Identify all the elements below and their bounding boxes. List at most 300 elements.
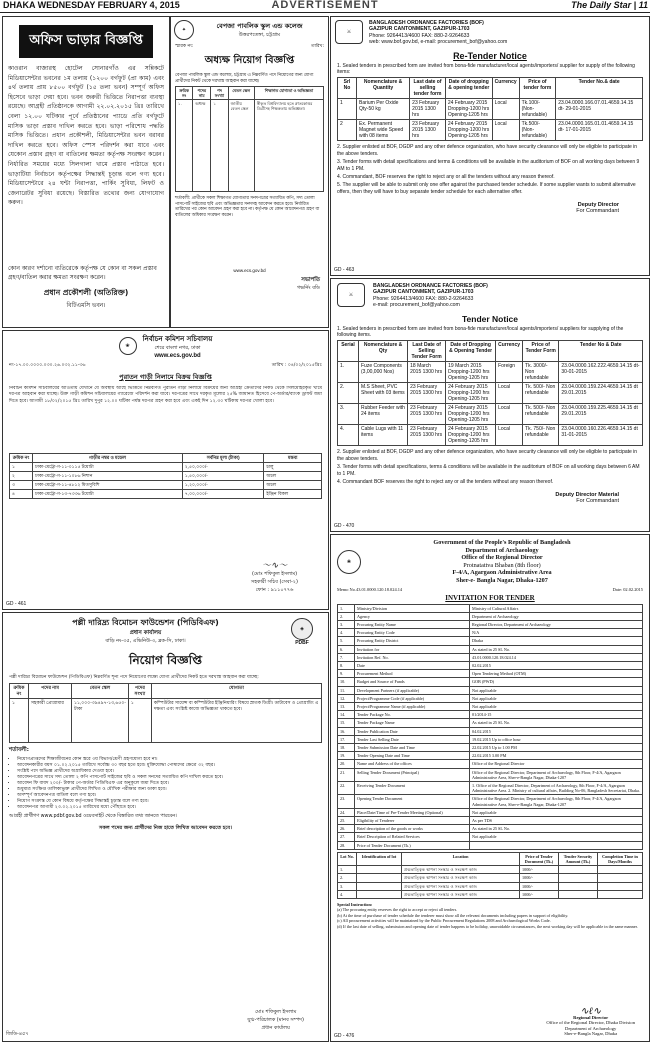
bof-org-web: web: www.bof.gov.bd, e-mail: procurement_bof@yahoo.com <box>369 39 508 46</box>
arch-row-label: Receiving Tender Document <box>355 782 470 795</box>
tender-td: 23 February 2015 1300 hrs <box>408 383 446 404</box>
tender-td: Cable Lugs with 11 items <box>359 425 408 446</box>
archaeology-tender-ad <box>330 534 650 1042</box>
ec-td: ৭,০০,০০০/- <box>182 490 264 499</box>
school-td: ১ <box>211 100 228 192</box>
arch-table-row <box>338 825 643 833</box>
arch-row-num: 8. <box>338 661 355 669</box>
tender-td: 19 March 2015 Dropping-1200 hrs Opening-1205 hrs <box>446 362 496 383</box>
arch-row-value: 22.02.2015 3.00 PM <box>470 752 643 760</box>
pdbf-term: • আবেদনপত্র আগামী ২৩.০২.২০১৫ তারিখের মধ্যে পৌঁছাতে হবে। <box>17 805 322 811</box>
arch-row-label: Selling Tender Document (Principal) <box>355 768 470 781</box>
ec-memo: নং-১৭.০০.০০০০.০৩০.২৬.০৩২.১১-৩৬ <box>9 363 86 368</box>
bof-emblem-icon: ⚔ <box>337 283 365 307</box>
arch-row-label: Tender Package No. <box>355 711 470 719</box>
arch-table-row <box>338 686 643 694</box>
school-signer: সভাপতি <box>301 277 320 284</box>
arch-row-label: Date <box>355 661 470 669</box>
arch-row-label: Place/Date/Time of Pre-Tender Meeting (Optional) <box>355 808 470 816</box>
arch-row-value: 01/2014-15 <box>470 711 643 719</box>
ec-td: ঢাকা-মেট্রো-গ-১১-৪৮১২ মিতসুবিশি <box>33 481 183 490</box>
retender-intro: 1. Sealed tenders in prescribed form are invited from bona-fide manufacturer/local agents/importers/ supplier for supply of the following items: <box>337 62 635 76</box>
arch-special-item: (c) All procurement activities will be maintained by the Public Procurement Regulations 2008 and Archaeological Works Code. <box>337 918 551 924</box>
arch-row-value: 1. Office of the Regional Director, Department of Archaeology, 8th Floor, F-4/A, Agargaon Administrative Area. 2. Ministry of cultural affairs, Building No-06, Bangladesh Secretariat, Dhaka. <box>470 782 643 795</box>
retender-th: Srl No <box>338 78 357 99</box>
retender-td: Tk.500/- (Non-refundable) <box>519 120 556 141</box>
tender-td: Rubber Feeder with 24 items <box>359 404 408 425</box>
pdbf-footer-note: সকল পদের জন্য প্রার্থীদের নিজ হাতে লিখিত আবেদন করতে হবে। <box>99 825 232 832</box>
arch-lot-td: 1000/- <box>520 874 559 882</box>
tender-th: Last Date of Selling Tender Form <box>408 341 446 362</box>
pdbf-th: পদের নাম <box>29 684 72 699</box>
ec-signer-title: সহকারী সচিব (সেবা-২) <box>251 579 298 585</box>
arch-table-row <box>338 703 643 711</box>
arch-table-row <box>338 782 643 795</box>
arch-table-row <box>338 768 643 781</box>
arch-lot-td: 1000/- <box>520 890 559 898</box>
arch-special-item: (a) The procuring entity reserves the right to accept or reject all tenders. <box>337 907 458 913</box>
bd-gov-emblem-icon: ❀ <box>337 550 361 574</box>
ec-th: মন্তব্য <box>264 454 322 463</box>
arch-row-num: 6. <box>338 645 355 653</box>
pdbf-gd: জিডি-৪৫৭ <box>6 1031 29 1037</box>
arch-row-num: 22. <box>338 782 355 795</box>
arch-addr1: F-4/A, Agargaon Administrative Area <box>452 569 552 577</box>
ec-web[interactable]: www.ecs.gov.bd <box>154 353 201 359</box>
pdbf-term: • সংশ্লিষ্ট পদে অভিজ্ঞ প্রার্থীদের অগ্রাধিকার দেওয়া হবে। <box>17 769 322 775</box>
school-ref: স্মারক নং: <box>175 44 194 49</box>
arch-lot-td <box>357 866 402 874</box>
arch-row-num: 27. <box>338 833 355 841</box>
arch-lot-td: 1000/- <box>520 882 559 890</box>
arch-table-row <box>338 711 643 719</box>
pdbf-term: • আবেদন ফি বাবদ ২০০/- টাকার পে-অর্ডার পিডিবিএফ এর অনুকূলে জমা দিতে হবে। <box>17 781 322 787</box>
retender-td: Local <box>492 99 519 120</box>
arch-row-value: N/A <box>470 629 643 637</box>
arch-row-label: Procuring Entity Name <box>355 620 470 628</box>
tender-td: 23.04.0000.160.226.4659.14.15 dt 31-01-2015 <box>559 425 643 446</box>
arch-table-row <box>338 808 643 816</box>
arch-table-row <box>338 752 643 760</box>
retender-th: Last date of selling tender form <box>410 78 446 99</box>
arch-lot-td <box>598 890 643 898</box>
arch-row-num: 13. <box>338 703 355 711</box>
tender-td: 18 March 2015 1300 hrs <box>408 362 446 383</box>
arch-row-num: 18. <box>338 744 355 752</box>
arch-row-label: Brief Description of Related Services <box>355 833 470 841</box>
school-address: উত্তরপতেঙ্গা, চট্টগ্রাম <box>238 31 281 38</box>
retender-title: Re-Tender Notice <box>453 50 527 61</box>
arch-row-value: 22.02.2015 Up to 1.00 PM <box>470 744 643 752</box>
arch-lot-th: Completion Time in Days/Months <box>598 852 643 865</box>
retender-signer: Deputy Director <box>577 202 619 209</box>
arch-row-num: 24. <box>338 808 355 816</box>
arch-lot-td <box>559 882 598 890</box>
tender-th: Price of Tender Form <box>523 341 559 362</box>
school-td: অধ্যক্ষ <box>193 100 211 192</box>
retender-td: Local <box>492 120 519 141</box>
ec-td: ১ <box>10 463 33 472</box>
arch-lot-td <box>598 874 643 882</box>
arch-table-row <box>338 694 643 702</box>
tender-td: 1. <box>338 362 359 383</box>
arch-row-num: 2. <box>338 612 355 620</box>
arch-dept: Department of Archaeology <box>465 546 539 554</box>
arch-lot-table <box>337 852 643 899</box>
retender-td: 23.04.0000.165.01.01.4659.14.15 dt- 17-01-2015 <box>556 120 643 141</box>
pdbf-td: ১ <box>10 699 29 743</box>
ec-addr: শেরে বাংলা নগর, ঢাকা <box>154 345 201 351</box>
arch-row-num: 20. <box>338 760 355 768</box>
arch-addr2: Sher-e- Bangla Nagar, Dhaka-1207 <box>456 576 548 584</box>
office-rent-signer: প্রধান প্রকৌশলী (অতিরিক্ত) <box>43 288 129 297</box>
arch-table-row <box>338 735 643 743</box>
bof-emblem-icon: ⚔ <box>335 20 363 44</box>
arch-table-row <box>338 620 643 628</box>
retender-td: 23 February 2015 1300 hrs <box>410 99 446 120</box>
arch-row-num: 7. <box>338 653 355 661</box>
pdbf-logo-icon: ◈ <box>291 618 313 640</box>
tender-td: 24 February 2015 Dropping-1200 hrs Opening-1205 hrs <box>446 404 496 425</box>
retender-p3: 3. Tender forms with detail specifications and terms & conditions will be available in the auditorium of BOF on all working days between 9 AM to 1 PM. <box>337 159 640 172</box>
tender-td: 23.04.0000.162.222.4659.14.15 dt- 30-01-2015 <box>559 362 643 383</box>
tender-td: Tk. 3000/- Non refundable <box>523 362 559 383</box>
school-name: বেপজা পাবলিক স্কুল এন্ড কলেজ <box>216 21 303 30</box>
tender-td: Local <box>496 425 523 446</box>
tender-th: Date of Dropping & Opening Tender <box>446 341 496 362</box>
arch-signer: Regional Director <box>573 1014 609 1020</box>
tender-td: 23 February 2015 1300 hrs <box>408 404 446 425</box>
ec-td: ১,২০,০০০/- <box>182 481 264 490</box>
arch-table-row <box>338 833 643 841</box>
pdbf-signer: মোঃ শফিকুল ইসলাম <box>255 1009 297 1015</box>
arch-row-num: 10. <box>338 678 355 686</box>
ec-td: চালু <box>264 463 322 472</box>
tender-signer: Deputy Director Material <box>555 492 619 499</box>
retender-p2: 2. Supplier enlisted at BOF, DGDP and any other defence organization, who have security clearance will only be eligible to participate in the above tenders. <box>337 144 638 157</box>
arch-row-num: 28. <box>338 841 355 849</box>
pdbf-sub: প্রধান কার্যালয় <box>129 630 162 636</box>
ec-td: ২ <box>10 472 33 481</box>
school-title: অধ্যক্ষ নিয়োগ বিজ্ঞপ্তি <box>204 55 295 66</box>
tender-td: 23 February 2015 1300 hrs <box>408 425 446 446</box>
school-th: বেতন স্কেল <box>228 87 254 100</box>
tender-td: 2. <box>338 383 359 404</box>
arch-table-row <box>338 719 643 727</box>
retender-td: Ex. Permanent Magnet wide Speed with 08 items <box>357 120 410 141</box>
ec-td: অচল <box>264 481 322 490</box>
tender-td: Local <box>496 383 523 404</box>
arch-lot-td <box>357 890 402 898</box>
arch-table-row <box>338 817 643 825</box>
pdbf-th: বেতন স্কেল <box>72 684 129 699</box>
arch-lot-td <box>357 882 402 890</box>
school-terms: শর্তাবলী: প্রার্থীকে সকল শিক্ষাগত যোগ্যতার সনদপত্রের সত্যায়িত কপি, সদ্য তোলা পাসপোর্ট সাইজের ছবি এবং অভিজ্ঞতার সনদসহ আবেদন করতে হবে। নির্ধারিত তারিখের পর কোন আবেদন গ্রহণ করা হবে না। কর্তৃপক্ষ যে কোন আবেদনপত্র গ্রহণ বা বাতিলের অধিকার সংরক্ষণ করেন। <box>175 196 320 218</box>
arch-lot-th: Identification of lot <box>357 852 402 865</box>
arch-lot-th: Lot No. <box>338 852 357 865</box>
retender-td: 24 February 2015 Dropping-1200 hrs Opening-1205 hrs <box>445 120 492 141</box>
pdbf-td: ১১,০০০-৩৯৪৯৭-১৩,৬৫০-টাকা <box>72 699 129 743</box>
retender-p4: 4. Commandant, BOF reserves the right to reject any or all the tenders without any reason thereof. <box>337 174 555 181</box>
school-th: শিক্ষাগত যোগ্যতা ও অভিজ্ঞতা <box>254 87 323 100</box>
bof2-org-name: BANGLADESH ORDNANCE FACTORIES (BOF) <box>373 283 488 289</box>
arch-table-row <box>338 795 643 808</box>
bd-gov-emblem-icon: ❀ <box>119 337 137 355</box>
retender-td: 1 <box>338 99 357 120</box>
ec-table <box>9 453 322 499</box>
pdbf-signer-org: প্রধান কার্যালয় <box>261 1025 290 1031</box>
tender-p2: 2. Supplier enlisted at BOF, DGDP and any other defence organization, who have security clearance will only be eligible to participate in the above tenders. <box>337 449 638 462</box>
pdbf-td: সহকারী প্রোগ্রামার <box>29 699 72 743</box>
tender-td: Tk. 500/- Non refundable <box>523 404 559 425</box>
page-header-right: The Daily Star | 11 <box>571 0 648 10</box>
ec-signature: 〜∿〜 <box>261 560 288 570</box>
tender-gd: GD - 470 <box>334 523 355 529</box>
pdbf-th: যোগ্যতা <box>151 684 321 699</box>
arch-table-row <box>338 604 643 612</box>
tender-signer-for: For Commandant <box>576 498 619 505</box>
arch-bhaban: Protnatattva Bhaban (8th floor) <box>463 561 541 569</box>
arch-row-value: Not applicable <box>470 808 643 816</box>
arch-row-value: 02.02.2015 <box>470 661 643 669</box>
arch-row-label: Invitation for <box>355 645 470 653</box>
arch-row-value: Not applicable <box>470 686 643 694</box>
pdbf-signer-title: যুগ্ম-পরিচালক (মানব সম্পদ) <box>247 1017 304 1023</box>
office-rent-contact: কোন কারণ দর্শানো ব্যতিরেকে কর্তৃপক্ষ যে কোন বা সকল প্রস্তাব গ্রহণ/বাতিল করার ক্ষমতা সংরক্ষণ করেন। <box>8 265 157 281</box>
pdbf-td: কম্পিউটার সায়েন্স বা কম্পিউটার ইঞ্জিনিয়ারিং বিষয়ে স্নাতক ডিগ্রী। ডাটাবেস ও প্রোগ্রামিং এ দক্ষতা এবং সংশ্লিষ্ট কাজে অভিজ্ঞতা থাকতে হবে। <box>151 699 321 743</box>
arch-row-num: 19. <box>338 752 355 760</box>
ec-org: নির্বাচন কমিশন সচিবালয় <box>142 335 213 343</box>
pdbf-terms-title: শর্তাবলী: <box>9 747 29 753</box>
arch-lot-th: Tender Security Amount (Tk.) <box>559 852 598 865</box>
arch-row-value: Dhaka <box>470 637 643 645</box>
ec-title: পুরাতন গাড়ী নিলামে বিক্রয় বিজ্ঞপ্তি <box>119 373 212 381</box>
ec-td: ঢাকা-মেট্রো-গ-১৩-৭৩৩৬ টয়োটা <box>33 490 183 499</box>
arch-row-num: 11. <box>338 686 355 694</box>
ec-th: গাড়ীর নম্বর ও মডেল <box>33 454 183 463</box>
tender-table <box>337 340 643 446</box>
arch-row-num: 9. <box>338 670 355 678</box>
tender-intro: 1. Sealed tenders in prescribed form are invited from bona-fide manufacturer/local agents/importers/ suppliers for supplying of the following items. <box>337 325 624 339</box>
arch-row-label: Eligibility of Tenderer <box>355 817 470 825</box>
arch-row-label: Tender Publication Date <box>355 727 470 735</box>
arch-row-value: Not applicable <box>470 694 643 702</box>
pdbf-term: • নিয়োগ সংক্রান্ত যে কোন বিষয়ে কর্তৃপক্ষের সিদ্ধান্তই চূড়ান্ত বলে গণ্য হবে। <box>17 799 322 805</box>
ec-body: নির্বাচন কমিশন সচিবালয়ের আওতায় যেখানে যে অবস্থায় আছে ভিত্তিতে নিম্নবর্ণিত পুরাতন গাড়ী নিলামে বিক্রয়ের জন্য আগ্রহী ক্রেতাদের নিকট থেকে সিলমোহরকৃত খামে দরপত্র আহবান করা যাচ্ছে। উক্ত গাড়ী কমিশন সচিবালয়ের গ্যারেজে পরিদর্শন করা যাবে। দরপত্রের সাথে দরকৃত মূল্যের ২৫% জামানত হিসেবে পে-অর্ডার/ব্যাংক ড্রাফট জমা দিতে হবে। আগামী ১৮/০২/২০১৫ খ্রিঃ তারিখ দুপুর ১২.০০ ঘটিকা পর্যন্ত দরপত্র গ্রহণ করা হবে এবং একই দিন ১২.৩০ ঘটিকায় দরপত্র খোলা হবে। <box>9 386 322 404</box>
tender-th: Nomenclature & Qty <box>359 341 408 362</box>
school-table <box>175 86 324 192</box>
retender-td: 23 February 2015 1300 hrs <box>410 120 446 141</box>
ec-td: ১,৫০,০০০/- <box>182 472 264 481</box>
arch-special-item: (b) At the time of purchase of tender schedule the tenderer must show all the relevant documents including papers in support of eligibility. <box>337 912 569 918</box>
arch-row-label: Ministry/Division <box>355 604 470 612</box>
tender-td: Fuze Components (3,00,000 Nos) <box>359 362 408 383</box>
arch-lot-td <box>598 882 643 890</box>
ec-signer-phone: ফোন : ৯১১০৭৭৬ <box>255 587 294 593</box>
pdbf-term: • শুধুমাত্র সংক্ষিপ্ত তালিকাভুক্ত প্রার্থীদের লিখিত ও মৌখিক পরীক্ষার জন্য ডাকা হবে। <box>17 787 322 793</box>
arch-row-value: 04.02.2015 <box>470 727 643 735</box>
tender-td: 24 February 2015 Dropping-1200 hrs Opening-1205 hrs <box>446 383 496 404</box>
ec-td: ঢাকা-মেট্রো-গ-১১-১০৮৬ নিশান <box>33 472 183 481</box>
tender-td: 3. <box>338 404 359 425</box>
pdbf-td: ১ <box>128 699 151 743</box>
ec-td: অচল <box>264 472 322 481</box>
arch-lot-td: 2. <box>338 874 357 882</box>
arch-row-num: 17. <box>338 735 355 743</box>
arch-lot-td: 3. <box>338 882 357 890</box>
arch-signer-office: Office of the Regional Director, Dhaka Division <box>546 1020 635 1026</box>
bof-org-addr: GAZIPUR CANTONMENT, GAZIPUR-1703 <box>369 26 470 33</box>
arch-row-label: Procuring Entity Code <box>355 629 470 637</box>
bof2-org-phone: Phone: 9264413/4600 FAX: 880-2-9264633 <box>373 295 474 302</box>
retender-td: Barium Per Oxide Qty-50 kg <box>357 99 410 120</box>
arch-lot-td: 1000/- <box>520 866 559 874</box>
arch-lot-td <box>598 866 643 874</box>
arch-memo: Memo No.43.01.0000.120.18.024.14 <box>337 586 403 592</box>
retender-th: Tender No.& date <box>556 78 643 99</box>
school-th: পদের নাম <box>193 87 211 100</box>
ec-td: ২,৫০,০০০/- <box>182 463 264 472</box>
office-rent-body: কাওরান বাজারস্থ হোটেল সোনারগাঁও এর সন্নিকটে মিডিয়াসেন্টার ভবনের ১ম তলায় (১২০০ বর্গফুট (প্রা কাম) এবং ৪র্থ তলায় প্রায় ৮৫০০ বর্গফুট (১৫ তলা ভবন) সম্পূর্ণ অফিস হিসেবে ভাড়া দেয়া হবে। ভবন জরুরী ভিত্তিতে নিরাপত্তা ব্যবস্থা রয়েছে। আগ্রহী প্রতিষ্ঠানকে আগামী ২২.০২.২০১৫ খ্রিঃ তারিখে বেলা ১২.০০ ঘটিকার পূর্বে প্রতিষ্ঠানের প্যাডে প্রতি বর্গফুটে মাসিক ভাড়া প্রস্তাব দাখিল করতে হবে। ভাড়া পরিশোধ পদ্ধতি মাসিক ভিত্তিতে। প্রধান প্রকৌশলী, মিডিয়াসেন্টার ভবন বরাবর দাখিল করতে হবে। অফিস স্পেস পরিদর্শন করা যাবে এবং যেকোন প্রস্তাব গ্রহণ বা বাতিলের ক্ষমতা কর্তৃপক্ষ সংরক্ষণ করেন। নির্ধারিত সময়ের মধ্যে সিলগালা খামে প্রস্তাব পাঠাতে হবে। ভাড়াটিয়া নির্বাচনে কর্তৃপক্ষের সিদ্ধান্তই চূড়ান্ত বলে গণ্য হবে। মিডিয়াসেন্টারে ২৪ ঘন্টা নিরাপত্তা, পার্কিং সুবিধা, লিফট ও জেনারেটর সুবিধা রয়েছে। বিস্তারিত তথ্যের জন্য যোগাযোগ করুন। <box>8 65 164 207</box>
retender-th: Currency <box>492 78 519 99</box>
pdbf-term: • আবেদনকারীর বয়স ০১.০২.২০১৫ তারিখে সর্বোচ্চ ৩০ বছর হতে হবে। মুক্তিযোদ্ধা পোষ্যদের ক্ষেত্রে ৩২ বছর। <box>17 763 322 769</box>
tender-td: Tk. 500/- Non refundable <box>523 383 559 404</box>
ec-td: ইঞ্জিন বিকল <box>264 490 322 499</box>
retender-td: 2 <box>338 120 357 141</box>
tender-title: Tender Notice <box>461 313 519 324</box>
arch-row-label: Agency <box>355 612 470 620</box>
pdbf-term: • আবেদনপত্রের সাথে সদ্য তোলা ২ কপি পাসপোর্ট সাইজের ছবি ও সকল সনদের সত্যায়িত কপি দাখিল করতে হবে। <box>17 775 322 781</box>
arch-row-label: Name and Address of the offices <box>355 760 470 768</box>
ec-date: তারিখ : ০৪/০২/২০১৫খ্রিঃ <box>271 363 322 368</box>
arch-lot-td: প্রত্নতাত্ত্বিক স্থাপনা সংস্কার ও সংরক্ষণ কাজ <box>402 866 520 874</box>
ec-td: ৪ <box>10 490 33 499</box>
arch-lot-td: প্রত্নতাত্ত্বিক স্থাপনা সংস্কার ও সংরক্ষণ কাজ <box>402 882 520 890</box>
retender-th: Date of dropping & opening tender <box>445 78 492 99</box>
ec-td: ঢাকা-মেট্রো-গ-১১-০১১৫ টয়োটা <box>33 463 183 472</box>
arch-lot-td: প্রত্নতাত্ত্বিক স্থাপনা সংস্কার ও সংরক্ষণ কাজ <box>402 874 520 882</box>
arch-row-label: Tender Package Name <box>355 719 470 727</box>
tender-p3: 3. Tender forms with detail specifications, terms & conditions will be available in the auditorium of BOF on all working days between 6 AM to 1 PM. <box>337 464 640 477</box>
pdbf-th: ক্রমিক নং <box>10 684 29 699</box>
school-recruitment-ad <box>170 16 329 328</box>
arch-table-row <box>338 841 643 849</box>
ec-auction-ad <box>2 330 329 610</box>
ec-gd: GD - 461 <box>6 601 27 607</box>
arch-row-value: As stated in 25 SL No. <box>470 825 643 833</box>
arch-row-value <box>470 841 643 849</box>
office-rent-ad <box>2 16 170 328</box>
arch-table-row <box>338 661 643 669</box>
pdbf-term: • নিয়োগপ্রাপ্তদের শিক্ষাজীবনের কোন স্তরে ৩য় বিভাগ/শ্রেণী গ্রহণযোগ্য হবে না। <box>17 757 322 763</box>
arch-row-num: 14. <box>338 711 355 719</box>
tender-p4: 4. Commandant BOF reserves the right to reject any or all the tenders without any reason thereof. <box>337 479 554 486</box>
page-header-left: DHAKA WEDNESDAY FEBRUARY 4, 2015 <box>3 0 180 10</box>
arch-lot-td <box>559 890 598 898</box>
arch-row-label: Price of Tender Document (Tk.) <box>355 841 470 849</box>
arch-row-label: Procurement Method <box>355 670 470 678</box>
arch-table-row <box>338 612 643 620</box>
arch-row-label: Invitation Ref. No. <box>355 653 470 661</box>
bof2-org-email: e-mail: procurement_bof@yahoo.com <box>373 302 460 309</box>
pdbf-org: পল্লী দারিদ্র্য বিমোচন ফাউন্ডেশন (পিডিবিএফ) <box>72 618 219 627</box>
arch-row-value: Not applicable <box>470 833 643 841</box>
school-td: স্বীকৃত বিশ্ববিদ্যালয় হতে স্নাতকোত্তর ডিগ্রীসহ শিক্ষকতায় অভিজ্ঞতা। <box>254 100 323 192</box>
arch-lot-th: Price of Tender Document (Tk.) <box>520 852 559 865</box>
arch-gov: Government of the People's Republic of Bangladesh <box>433 539 571 546</box>
pdbf-table <box>9 683 322 743</box>
arch-row-value: Office of the Regional Director <box>470 760 643 768</box>
tender-th: Tender No & Date <box>559 341 643 362</box>
bof-tender-ad <box>330 278 650 532</box>
tender-th: Currency <box>496 341 523 362</box>
arch-row-label: Project/Programme Name (if applicable) <box>355 703 470 711</box>
pdbf-recruitment-ad <box>2 612 329 1042</box>
arch-row-value: As stated in 25 SL No. <box>470 719 643 727</box>
arch-row-label: Development Partners (if applicable) <box>355 686 470 694</box>
arch-row-value: 43.01.0000.120.18.024.14 <box>470 653 643 661</box>
retender-td: 24 February 2015 Dropping-1200 hrs Opening-1205 hrs <box>445 99 492 120</box>
arch-row-value: GOB (PWD) <box>470 678 643 686</box>
retender-td: 23.04.0000.166.07.01.4659.14.15 dt- 29-01-2015 <box>556 99 643 120</box>
arch-lot-th: Location <box>402 852 520 865</box>
arch-row-num: 16. <box>338 727 355 735</box>
arch-lot-td <box>559 874 598 882</box>
arch-row-label: Project/Programme Code (if applicable) <box>355 694 470 702</box>
arch-lot-td <box>559 866 598 874</box>
arch-row-value: Department of Archaeology <box>470 612 643 620</box>
arch-row-label: Opening Tender Document <box>355 795 470 808</box>
page-header-center: ADVERTISEMENT <box>271 0 379 11</box>
school-web[interactable]: www.ecs.gov.bd <box>233 268 266 274</box>
retender-p5: 5. The supplier will be able to submit only one offer against the purchased tender schedule. If some supplier wants to submit alternative offers, then they will have to buy separate tender schedule for each alternative offer. <box>337 182 636 195</box>
tender-td: M.S Sheet, PVC Sheet with 03 items <box>359 383 408 404</box>
arch-row-label: Tender Last Selling Date <box>355 735 470 743</box>
office-rent-signer-org: বিটিএমসি ভবন। <box>66 302 106 309</box>
arch-row-num: 5. <box>338 637 355 645</box>
arch-row-num: 1. <box>338 604 355 612</box>
pdbf-intro: পল্লী দারিদ্র্য বিমোচন ফাউন্ডেশন (পিডিবিএফ) নিম্নবর্ণিত শূন্য পদে নিয়োগের লক্ষ্যে যোগ্য প্রার্থীদের নিকট হতে দরখাস্ত আহবান করা যাচ্ছে: <box>9 675 259 680</box>
retender-gd: GD - 463 <box>334 267 355 273</box>
tender-td: Local <box>496 404 523 425</box>
school-td: ১. <box>176 100 193 192</box>
arch-row-num: 15. <box>338 719 355 727</box>
arch-signature: ∿ℓ∿ <box>580 1006 602 1018</box>
arch-row-num: 26. <box>338 825 355 833</box>
arch-row-label: Procuring Entity District <box>355 637 470 645</box>
arch-row-label: Brief description of the goods or works <box>355 825 470 833</box>
bof-org-name: BANGLADESH ORDNANCE FACTORIES (BOF) <box>369 20 484 26</box>
tender-th: Serial <box>338 341 359 362</box>
arch-title: INVITATION FOR TENDER <box>445 593 535 602</box>
tender-td: 23.04.0000.159.224.4659.14.15 dt 29.01.2015 <box>559 383 643 404</box>
pdbf-terms-list <box>3 757 322 811</box>
pdbf-title: নিয়োগ বিজ্ঞপ্তি <box>129 653 202 667</box>
arch-row-label: Tender Submission Date and Time <box>355 744 470 752</box>
arch-lot-td: 4. <box>338 890 357 898</box>
arch-lot-td: প্রত্নতাত্ত্বিক স্থাপনা সংস্কার ও সংরক্ষণ কাজ <box>402 890 520 898</box>
arch-row-num: 4. <box>338 629 355 637</box>
arch-table-row <box>338 727 643 735</box>
pdbf-closing: আগ্রহী প্রার্থীগণ www.pdbf.gov.bd ওয়েবসাইট থেকে বিস্তারিত তথ্য জানতে পারবেন। <box>9 814 177 819</box>
retender-table <box>337 77 643 141</box>
arch-table-row <box>338 645 643 653</box>
arch-row-value: Open Tendering Method (OTM) <box>470 670 643 678</box>
ec-signer: (মোঃ শফিকুল ইসলাম) <box>251 571 298 577</box>
arch-row-num: 25. <box>338 817 355 825</box>
arch-table-row <box>338 760 643 768</box>
arch-lot-td: 1. <box>338 866 357 874</box>
